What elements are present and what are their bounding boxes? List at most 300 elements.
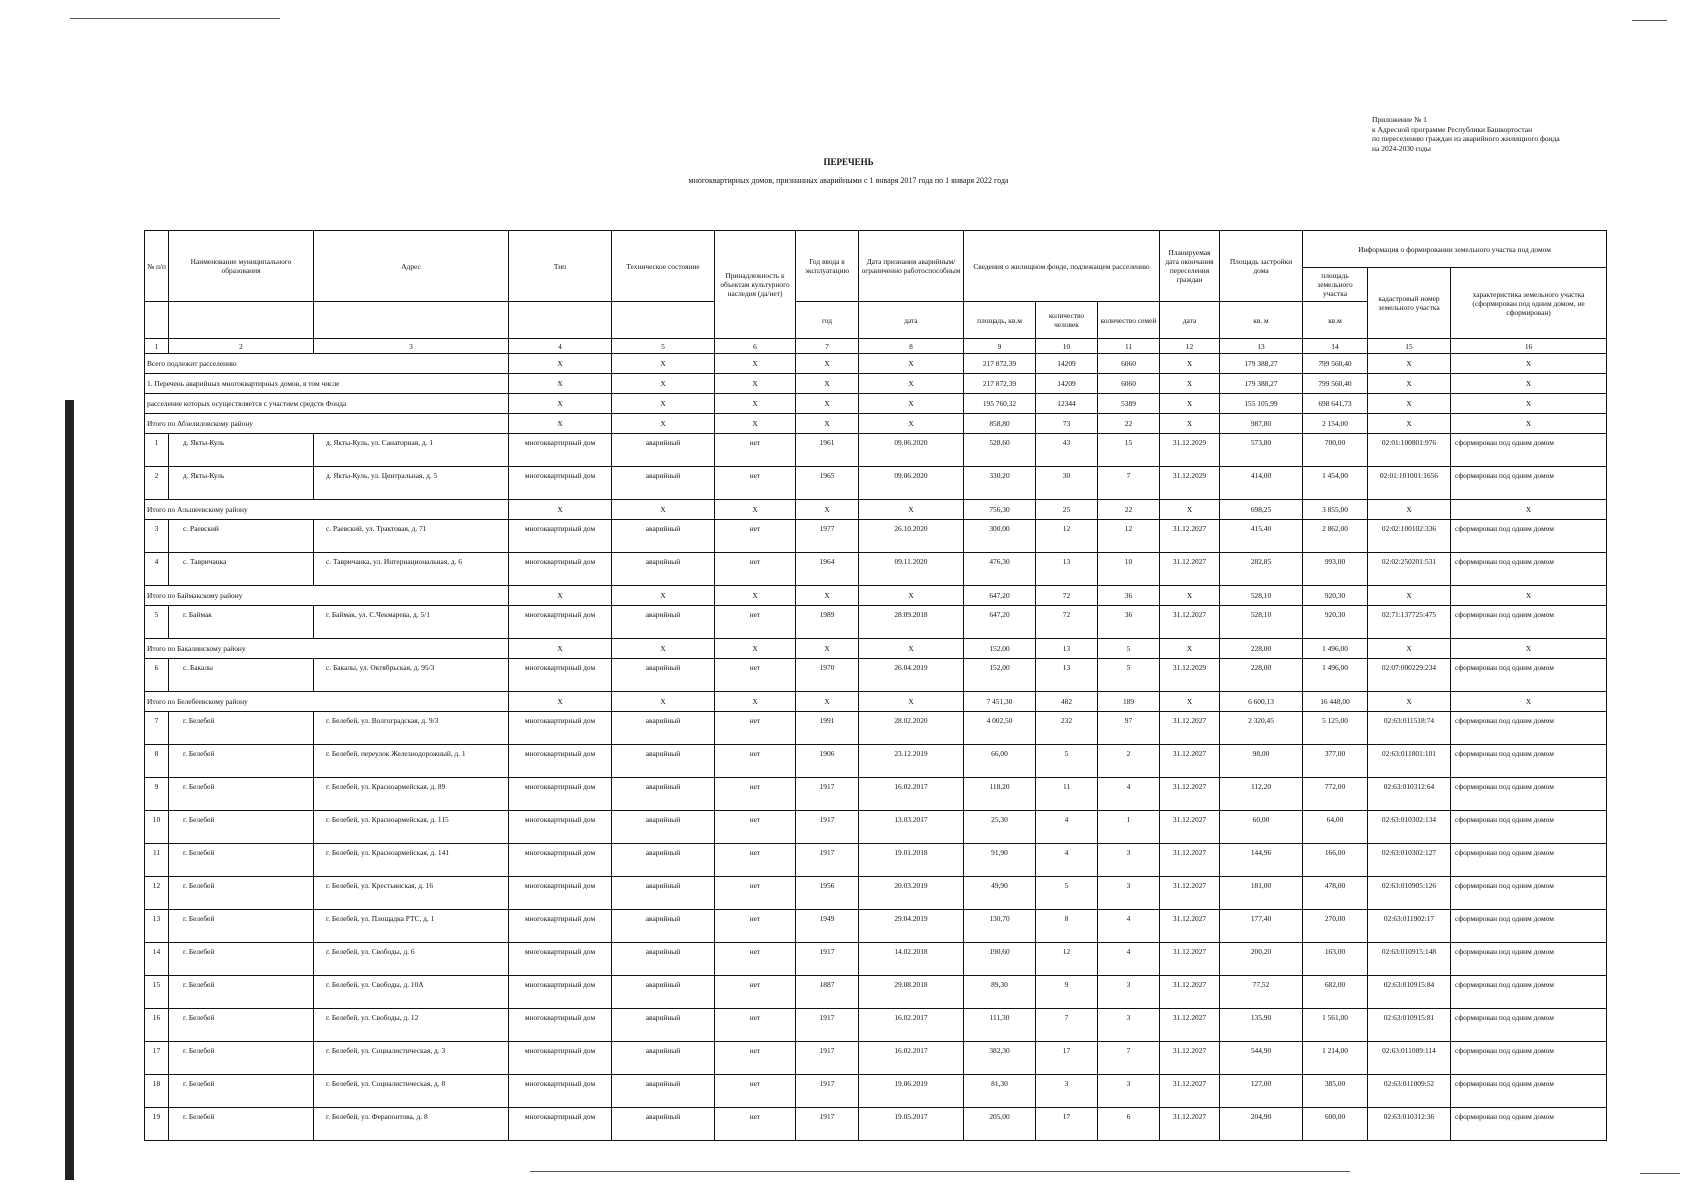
land-plot-characteristic: сформирован под одним домом [1451, 434, 1607, 467]
technical-condition: аварийный [612, 778, 715, 811]
planned-resettlement-date: 31.12.2027 [1160, 1108, 1220, 1141]
residential-area: 476,30 [964, 553, 1036, 586]
residential-area: 66,00 [964, 745, 1036, 778]
residential-area: 118,20 [964, 778, 1036, 811]
people-count: 4 [1036, 844, 1098, 877]
summary-building-type: X [509, 354, 612, 374]
planned-resettlement-date: 31.12.2027 [1160, 520, 1220, 553]
residential-area: 152,00 [964, 659, 1036, 692]
column-number: 3 [314, 339, 509, 354]
summary-row [145, 414, 1607, 434]
summary-built-area: 6 600,13 [1220, 692, 1303, 712]
summary-families-count: 6060 [1098, 354, 1160, 374]
summary-row [145, 394, 1607, 414]
summary-people-count: 14209 [1036, 374, 1098, 394]
land-plot-area: 700,00 [1303, 434, 1368, 467]
built-area: 112,20 [1220, 778, 1303, 811]
address-cell: г. Белебей, ул. Социалистическая, д. 8 [314, 1075, 509, 1108]
building-type: многоквартирный дом [509, 1009, 612, 1042]
header-municipality: Наименование муниципального образования [169, 231, 314, 302]
summary-commission-year: X [796, 394, 859, 414]
scan-artifact-left-edge [65, 400, 74, 1180]
header-year: Год ввода в эксплуатацию [796, 231, 859, 302]
commission-year: 1917 [796, 844, 859, 877]
summary-row [145, 639, 1607, 659]
header-housing-info: Сведения о жилищном фонде, подлежащем расселению [964, 231, 1160, 302]
summary-land-plot-characteristic: X [1451, 692, 1607, 712]
heritage-flag: нет [715, 467, 796, 500]
address-cell: д. Якты-Куль, ул. Санаторная, д. 1 [314, 434, 509, 467]
summary-recognition-date: X [859, 354, 964, 374]
summary-building-type: X [509, 500, 612, 520]
land-plot-area: 377,00 [1303, 745, 1368, 778]
row-number: 9 [145, 778, 169, 811]
cadastral-number: 02:63:011518:74 [1368, 712, 1451, 745]
summary-recognition-date: X [859, 639, 964, 659]
cadastral-number: 02:63:010302:127 [1368, 844, 1451, 877]
building-type: многоквартирный дом [509, 467, 612, 500]
technical-condition: аварийный [612, 712, 715, 745]
municipality-name: г. Белебей [169, 943, 314, 976]
technical-condition: аварийный [612, 434, 715, 467]
planned-resettlement-date: 31.12.2027 [1160, 745, 1220, 778]
summary-people-count: 482 [1036, 692, 1098, 712]
built-area: 98,00 [1220, 745, 1303, 778]
technical-condition: аварийный [612, 606, 715, 639]
column-number: 6 [715, 339, 796, 354]
people-count: 5 [1036, 745, 1098, 778]
built-area: 528,10 [1220, 606, 1303, 639]
commission-year: 1917 [796, 1108, 859, 1141]
technical-condition: аварийный [612, 659, 715, 692]
summary-building-type: X [509, 394, 612, 414]
summary-land-plot-characteristic: X [1451, 394, 1607, 414]
summary-planned-resettlement-date: X [1160, 586, 1220, 606]
technical-condition: аварийный [612, 1009, 715, 1042]
technical-condition: аварийный [612, 976, 715, 1009]
summary-planned-resettlement-date: X [1160, 692, 1220, 712]
municipality-name: г. Баймак [169, 606, 314, 639]
summary-residential-area: 7 451,30 [964, 692, 1036, 712]
address-cell: г. Белебей, ул. Свободы, д. 12 [314, 1009, 509, 1042]
people-count: 232 [1036, 712, 1098, 745]
technical-condition: аварийный [612, 943, 715, 976]
appendix-line: к Адресной программе Республики Башкортостан [1372, 124, 1533, 134]
recognition-date: 09.06.2020 [859, 467, 964, 500]
summary-building-type: X [509, 639, 612, 659]
address-cell: г. Белебей, ул. Волгоградская, д. 9/3 [314, 712, 509, 745]
address-cell: г. Белебей, ул. Площадка РТС, д. 1 [314, 910, 509, 943]
table-row [145, 910, 1607, 943]
people-count: 9 [1036, 976, 1098, 1009]
summary-built-area: 179 388,27 [1220, 374, 1303, 394]
commission-year: 1970 [796, 659, 859, 692]
built-area: 414,00 [1220, 467, 1303, 500]
municipality-name: г. Белебей [169, 1075, 314, 1108]
address-cell: г. Белебей, ул. Ферапонтова, д. 8 [314, 1108, 509, 1141]
building-type: многоквартирный дом [509, 778, 612, 811]
heritage-flag: нет [715, 811, 796, 844]
row-number: 5 [145, 606, 169, 639]
summary-heritage-flag: X [715, 586, 796, 606]
summary-land-plot-characteristic: X [1451, 639, 1607, 659]
summary-recognition-date: X [859, 414, 964, 434]
address-cell: с. Бакалы, ул. Октябрьская, д. 95/3 [314, 659, 509, 692]
municipality-name: г. Белебей [169, 1042, 314, 1075]
summary-residential-area: 217 872,39 [964, 354, 1036, 374]
people-count: 17 [1036, 1108, 1098, 1141]
summary-heritage-flag: X [715, 692, 796, 712]
municipality-name: д. Якты-Куль [169, 434, 314, 467]
summary-land-plot-area: 799 560,40 [1303, 374, 1368, 394]
summary-technical-condition: X [612, 354, 715, 374]
table-row [145, 976, 1607, 1009]
land-plot-characteristic: сформирован под одним домом [1451, 553, 1607, 586]
table-row [145, 659, 1607, 692]
buildings-table [144, 230, 1607, 1141]
document-title: ПЕРЕЧЕНЬ [823, 157, 874, 167]
summary-heritage-flag: X [715, 374, 796, 394]
summary-heritage-flag: X [715, 414, 796, 434]
residential-area: 89,30 [964, 976, 1036, 1009]
land-plot-area: 385,00 [1303, 1075, 1368, 1108]
residential-area: 382,30 [964, 1042, 1036, 1075]
recognition-date: 26.04.2019 [859, 659, 964, 692]
technical-condition: аварийный [612, 467, 715, 500]
heritage-flag: нет [715, 1009, 796, 1042]
column-number: 9 [964, 339, 1036, 354]
appendix-line: Приложение № 1 [1372, 115, 1427, 124]
built-area: 144,96 [1220, 844, 1303, 877]
residential-area: 25,30 [964, 811, 1036, 844]
header-built-area: Площадь застройки дома [1220, 231, 1303, 302]
address-cell: с. Раевский, ул. Трактовая, д. 71 [314, 520, 509, 553]
technical-condition: аварийный [612, 520, 715, 553]
row-number: 2 [145, 467, 169, 500]
residential-area: 130,70 [964, 910, 1036, 943]
column-number: 14 [1303, 339, 1368, 354]
summary-row [145, 374, 1607, 394]
summary-cadastral-number: X [1368, 354, 1451, 374]
table-body [145, 354, 1607, 1141]
summary-land-plot-area: 3 855,00 [1303, 500, 1368, 520]
technical-condition: аварийный [612, 877, 715, 910]
summary-families-count: 189 [1098, 692, 1160, 712]
row-number: 13 [145, 910, 169, 943]
table-row [145, 877, 1607, 910]
appendix-note [1372, 115, 1632, 153]
building-type: многоквартирный дом [509, 520, 612, 553]
commission-year: 1991 [796, 712, 859, 745]
summary-commission-year: X [796, 586, 859, 606]
summary-families-count: 6060 [1098, 374, 1160, 394]
header-blank [169, 302, 314, 339]
land-plot-characteristic: сформирован под одним домом [1451, 606, 1607, 639]
municipality-name: г. Белебей [169, 976, 314, 1009]
commission-year: 1964 [796, 553, 859, 586]
address-cell: г. Белебей, ул. Красноармейская, д. 89 [314, 778, 509, 811]
summary-heritage-flag: X [715, 394, 796, 414]
cadastral-number: 02:63:011009:114 [1368, 1042, 1451, 1075]
summary-technical-condition: X [612, 500, 715, 520]
families-count: 4 [1098, 943, 1160, 976]
municipality-name: г. Белебей [169, 1009, 314, 1042]
header-built-sub: кв. м [1220, 302, 1303, 339]
building-type: многоквартирный дом [509, 1108, 612, 1141]
recognition-date: 23.12.2019 [859, 745, 964, 778]
commission-year: 1961 [796, 434, 859, 467]
summary-residential-area: 647,20 [964, 586, 1036, 606]
built-area: 573,80 [1220, 434, 1303, 467]
table-row [145, 778, 1607, 811]
summary-people-count: 72 [1036, 586, 1098, 606]
land-plot-characteristic: сформирован под одним домом [1451, 778, 1607, 811]
summary-building-type: X [509, 586, 612, 606]
header-planned-date: Планируемая дата окончания переселения граждан [1160, 231, 1220, 302]
row-number: 16 [145, 1009, 169, 1042]
column-number: 5 [612, 339, 715, 354]
cadastral-number: 02:07:000229:234 [1368, 659, 1451, 692]
table-row [145, 1075, 1607, 1108]
summary-commission-year: X [796, 500, 859, 520]
summary-land-plot-characteristic: X [1451, 586, 1607, 606]
column-number: 7 [796, 339, 859, 354]
cadastral-number: 02:63:010905:126 [1368, 877, 1451, 910]
people-count: 12 [1036, 943, 1098, 976]
summary-land-plot-characteristic: X [1451, 500, 1607, 520]
table-row [145, 943, 1607, 976]
table-row [145, 1108, 1607, 1141]
scan-artifact-bottom-right-line [1640, 1173, 1680, 1174]
built-area: 204,90 [1220, 1108, 1303, 1141]
recognition-date: 16.02.2017 [859, 1042, 964, 1075]
summary-label: расселение которых осуществляется с участием средств Фонда [145, 394, 509, 414]
land-plot-area: 1 561,00 [1303, 1009, 1368, 1042]
recognition-date: 29.08.2018 [859, 976, 964, 1009]
land-plot-area: 5 125,00 [1303, 712, 1368, 745]
address-cell: г. Белебей, ул. Социалистическая, д. 3 [314, 1042, 509, 1075]
technical-condition: аварийный [612, 1042, 715, 1075]
built-area: 228,00 [1220, 659, 1303, 692]
families-count: 4 [1098, 910, 1160, 943]
table-row [145, 553, 1607, 586]
building-type: многоквартирный дом [509, 659, 612, 692]
municipality-name: с. Бакалы [169, 659, 314, 692]
people-count: 30 [1036, 467, 1098, 500]
commission-year: 1917 [796, 1075, 859, 1108]
summary-cadastral-number: X [1368, 394, 1451, 414]
row-number: 4 [145, 553, 169, 586]
summary-cadastral-number: X [1368, 586, 1451, 606]
commission-year: 1956 [796, 877, 859, 910]
heritage-flag: нет [715, 1108, 796, 1141]
land-plot-characteristic: сформирован под одним домом [1451, 943, 1607, 976]
built-area: 127,00 [1220, 1075, 1303, 1108]
column-number: 13 [1220, 339, 1303, 354]
heritage-flag: нет [715, 1042, 796, 1075]
families-count: 6 [1098, 1108, 1160, 1141]
recognition-date: 13.03.2017 [859, 811, 964, 844]
row-number: 19 [145, 1108, 169, 1141]
land-plot-area: 600,00 [1303, 1108, 1368, 1141]
summary-built-area: 155 105,99 [1220, 394, 1303, 414]
building-type: многоквартирный дом [509, 811, 612, 844]
planned-resettlement-date: 31.12.2027 [1160, 844, 1220, 877]
residential-area: 49,90 [964, 877, 1036, 910]
families-count: 1 [1098, 811, 1160, 844]
table-row [145, 844, 1607, 877]
summary-recognition-date: X [859, 374, 964, 394]
land-plot-area: 993,00 [1303, 553, 1368, 586]
people-count: 3 [1036, 1075, 1098, 1108]
recognition-date: 28.02.2020 [859, 712, 964, 745]
families-count: 4 [1098, 778, 1160, 811]
land-plot-area: 166,00 [1303, 844, 1368, 877]
heritage-flag: нет [715, 712, 796, 745]
residential-area: 4 002,50 [964, 712, 1036, 745]
header-recognition-date: Дата признания аварийным/ограниченно работоспособным [859, 231, 964, 302]
table-row [145, 520, 1607, 553]
summary-land-plot-area: 920,30 [1303, 586, 1368, 606]
summary-commission-year: X [796, 692, 859, 712]
planned-resettlement-date: 31.12.2027 [1160, 712, 1220, 745]
summary-cadastral-number: X [1368, 692, 1451, 712]
summary-row [145, 354, 1607, 374]
header-blank [612, 302, 715, 339]
summary-families-count: 22 [1098, 500, 1160, 520]
technical-condition: аварийный [612, 745, 715, 778]
row-number: 10 [145, 811, 169, 844]
header-year-sub: год [796, 302, 859, 339]
technical-condition: аварийный [612, 553, 715, 586]
summary-label: Итого по Бакалинскому району [145, 639, 509, 659]
header-area-sub: площадь, кв.м [964, 302, 1036, 339]
row-number: 11 [145, 844, 169, 877]
municipality-name: с. Тавричанка [169, 553, 314, 586]
cadastral-number: 02:63:011009:52 [1368, 1075, 1451, 1108]
summary-residential-area: 195 760,32 [964, 394, 1036, 414]
summary-row [145, 692, 1607, 712]
commission-year: 1887 [796, 976, 859, 1009]
appendix-line: на 2024-2030 годы [1372, 143, 1431, 153]
building-type: многоквартирный дом [509, 877, 612, 910]
building-type: многоквартирный дом [509, 844, 612, 877]
technical-condition: аварийный [612, 844, 715, 877]
built-area: 177,40 [1220, 910, 1303, 943]
people-count: 13 [1036, 553, 1098, 586]
building-type: многоквартирный дом [509, 434, 612, 467]
column-number: 15 [1368, 339, 1451, 354]
planned-resettlement-date: 31.12.2027 [1160, 1075, 1220, 1108]
table-row [145, 606, 1607, 639]
column-number: 2 [169, 339, 314, 354]
header-date-sub: дата [859, 302, 964, 339]
address-cell: г. Белебей, ул. Красноармейская, д. 115 [314, 811, 509, 844]
commission-year: 1906 [796, 745, 859, 778]
summary-commission-year: X [796, 414, 859, 434]
heritage-flag: нет [715, 1075, 796, 1108]
land-plot-area: 772,00 [1303, 778, 1368, 811]
header-people-sub: количество человек [1036, 302, 1098, 339]
families-count: 3 [1098, 976, 1160, 1009]
planned-resettlement-date: 31.12.2027 [1160, 943, 1220, 976]
header-condition: Техническое состояние [612, 231, 715, 302]
summary-cadastral-number: X [1368, 639, 1451, 659]
planned-resettlement-date: 31.12.2027 [1160, 1042, 1220, 1075]
building-type: многоквартирный дом [509, 553, 612, 586]
header-land-area-sub: кв.м [1303, 302, 1368, 339]
summary-label: Итого по Баймакскому району [145, 586, 509, 606]
commission-year: 1917 [796, 1042, 859, 1075]
heritage-flag: нет [715, 943, 796, 976]
cadastral-number: 02:63:010302:134 [1368, 811, 1451, 844]
cadastral-number: 02:01:100801:976 [1368, 434, 1451, 467]
technical-condition: аварийный [612, 1075, 715, 1108]
summary-residential-area: 217 872,39 [964, 374, 1036, 394]
column-number: 10 [1036, 339, 1098, 354]
municipality-name: г. Белебей [169, 811, 314, 844]
address-cell: г. Баймак, ул. С.Чекмарева, д. 5/1 [314, 606, 509, 639]
planned-resettlement-date: 31.12.2027 [1160, 910, 1220, 943]
residential-area: 81,30 [964, 1075, 1036, 1108]
built-area: 181,00 [1220, 877, 1303, 910]
planned-resettlement-date: 31.12.2027 [1160, 976, 1220, 1009]
cadastral-number: 02:63:011801:101 [1368, 745, 1451, 778]
row-number: 1 [145, 434, 169, 467]
header-families-sub: количество семей [1098, 302, 1160, 339]
summary-residential-area: 152,00 [964, 639, 1036, 659]
people-count: 11 [1036, 778, 1098, 811]
heritage-flag: нет [715, 553, 796, 586]
row-number: 17 [145, 1042, 169, 1075]
built-area: 282,85 [1220, 553, 1303, 586]
building-type: многоквартирный дом [509, 976, 612, 1009]
summary-row [145, 586, 1607, 606]
summary-technical-condition: X [612, 692, 715, 712]
table-row [145, 811, 1607, 844]
families-count: 3 [1098, 844, 1160, 877]
built-area: 200,20 [1220, 943, 1303, 976]
summary-technical-condition: X [612, 586, 715, 606]
planned-resettlement-date: 31.12.2027 [1160, 877, 1220, 910]
technical-condition: аварийный [612, 1108, 715, 1141]
header-num: № п/п [145, 231, 169, 302]
summary-building-type: X [509, 414, 612, 434]
summary-technical-condition: X [612, 639, 715, 659]
heritage-flag: нет [715, 745, 796, 778]
families-count: 5 [1098, 659, 1160, 692]
planned-resettlement-date: 31.12.2027 [1160, 778, 1220, 811]
land-plot-characteristic: сформирован под одним домом [1451, 910, 1607, 943]
summary-families-count: 5389 [1098, 394, 1160, 414]
summary-building-type: X [509, 374, 612, 394]
summary-families-count: 5 [1098, 639, 1160, 659]
cadastral-number: 02:63:010915:148 [1368, 943, 1451, 976]
land-plot-characteristic: сформирован под одним домом [1451, 745, 1607, 778]
cadastral-number: 02:63:011902:17 [1368, 910, 1451, 943]
header-cadastral: кадастровый номер земельного участка [1368, 268, 1451, 339]
row-number: 6 [145, 659, 169, 692]
land-plot-area: 270,00 [1303, 910, 1368, 943]
land-plot-characteristic: сформирован под одним домом [1451, 1042, 1607, 1075]
summary-planned-resettlement-date: X [1160, 639, 1220, 659]
summary-residential-area: 756,30 [964, 500, 1036, 520]
row-number: 18 [145, 1075, 169, 1108]
municipality-name: с. Раевский [169, 520, 314, 553]
column-number-row [145, 339, 1607, 354]
scan-artifact-bottom-line [530, 1171, 1350, 1172]
summary-label: Итого по Абзелиловскому району [145, 414, 509, 434]
